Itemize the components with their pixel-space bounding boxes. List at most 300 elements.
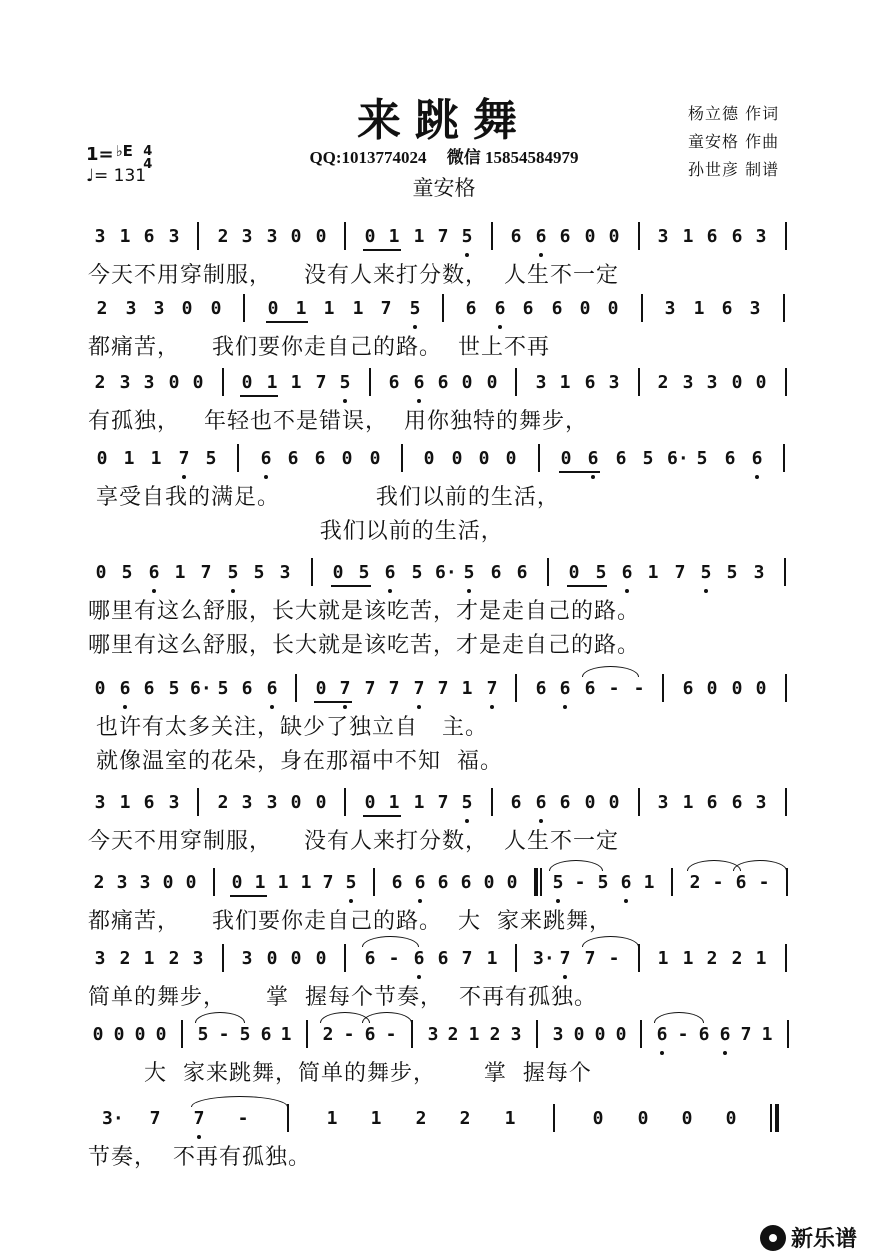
note: 1 [388, 792, 400, 813]
note: 0 [210, 298, 222, 319]
note: 3 [535, 372, 547, 393]
note: 3 [266, 226, 278, 247]
note: 1 [143, 948, 155, 969]
note: 0 [155, 1024, 167, 1045]
note: - [574, 872, 586, 893]
note: 2 [217, 792, 229, 813]
octave-dot [197, 1135, 201, 1139]
note: 5 [552, 872, 564, 893]
note: 1 [682, 792, 694, 813]
lyric-line: 我们以前的生活， [88, 519, 504, 544]
note: 0 [364, 792, 376, 813]
note: 1 [300, 872, 312, 893]
note: 6 [260, 1024, 272, 1045]
note: 0 [315, 792, 327, 813]
note-row [88, 292, 808, 328]
octave-dot [152, 589, 156, 593]
note: 6 [706, 792, 718, 813]
bar-line [197, 788, 199, 816]
note: 7 [437, 678, 449, 699]
note: 6 [437, 948, 449, 969]
note: 7 [584, 948, 596, 969]
note: 2 [93, 872, 105, 893]
note: 1 [280, 1024, 292, 1045]
octave-dot [660, 1051, 664, 1055]
note: 3 [143, 372, 155, 393]
note: 5 [411, 562, 423, 583]
note: 0 [168, 372, 180, 393]
note: 5 [358, 562, 370, 583]
note: 6 [465, 298, 477, 319]
note: 6 [260, 448, 272, 469]
bar-line [306, 1020, 308, 1048]
note: 0 [594, 1024, 606, 1045]
note: 6 [388, 372, 400, 393]
beam [331, 585, 371, 587]
note: 2 [731, 948, 743, 969]
note: 0 [615, 1024, 627, 1045]
octave-dot [231, 589, 235, 593]
note: 7 [200, 562, 212, 583]
note: 2 [96, 298, 108, 319]
note: 0 [706, 678, 718, 699]
note: 0 [290, 226, 302, 247]
bar-line [553, 1104, 555, 1132]
note: 0 [725, 1108, 737, 1129]
note: 6 [584, 372, 596, 393]
bar-line [369, 368, 371, 396]
tie-arc [195, 1012, 245, 1023]
staff-line [88, 292, 808, 362]
note: 7 [437, 792, 449, 813]
note: 1 [413, 792, 425, 813]
note: 0 [608, 226, 620, 247]
note: 6 [391, 872, 403, 893]
note: 1 [119, 226, 131, 247]
note: 6 [287, 448, 299, 469]
note: 6 [535, 226, 547, 247]
note: 0 [451, 448, 463, 469]
note: 6 [413, 372, 425, 393]
note: - [712, 872, 724, 893]
bar-line [515, 674, 517, 702]
note: 3 [94, 226, 106, 247]
note: 1 [119, 792, 131, 813]
note: 0 [506, 872, 518, 893]
note: 7 [559, 948, 571, 969]
bar-line [641, 294, 643, 322]
note: 6· [435, 562, 457, 583]
note: 6 [751, 448, 763, 469]
note: 6 [551, 298, 563, 319]
bar-line [534, 868, 538, 896]
note: 0 [231, 872, 243, 893]
bar-line [401, 444, 403, 472]
note: 6 [364, 948, 376, 969]
note: 1 [266, 372, 278, 393]
note: 6 [413, 948, 425, 969]
bar-line [785, 674, 787, 702]
lyric-line: 就像温室的花朵，身在那福中不知 福。 [88, 749, 503, 774]
bar-line [536, 1020, 538, 1048]
bar-line [442, 294, 444, 322]
lyric-line: 简单的舞步， 掌 握每个节奏， 不再有孤独。 [88, 985, 597, 1010]
note: 6 [510, 226, 522, 247]
note: - [385, 1024, 397, 1045]
bar-line [515, 368, 517, 396]
note: 3 [753, 562, 765, 583]
staff-line [88, 556, 808, 660]
note: 6 [559, 226, 571, 247]
note: 1 [682, 226, 694, 247]
note: 6 [620, 872, 632, 893]
note: 7 [193, 1108, 205, 1129]
note: 6 [735, 872, 747, 893]
note: 3 [153, 298, 165, 319]
octave-dot [182, 475, 186, 479]
lyric-line: 都痛苦， 我们要你走自己的路。 世上不再 [88, 335, 550, 360]
octave-dot [539, 253, 543, 257]
lyric-line: 哪里有这么舒服，长大就是该吃苦，才是走自己的路。 [88, 599, 641, 624]
note: 1 [323, 298, 335, 319]
note: 0 [92, 1024, 104, 1045]
note: 7 [178, 448, 190, 469]
bar-line [295, 674, 297, 702]
octave-dot [624, 899, 628, 903]
note: 0 [290, 948, 302, 969]
note: 1 [761, 1024, 773, 1045]
octave-dot [625, 589, 629, 593]
note-row [88, 1102, 808, 1138]
note: 3 [552, 1024, 564, 1045]
octave-dot [388, 589, 392, 593]
bar-line [538, 444, 540, 472]
bar-line [783, 444, 785, 472]
note: 7 [364, 678, 376, 699]
octave-dot [498, 325, 502, 329]
lyric-line: 有孤独， 年轻也不是错误， 用你独特的舞步， [88, 409, 588, 434]
lyric-line: 都痛苦， 我们要你走自己的路。 大 家来跳舞， [88, 909, 612, 934]
logo-text: 新乐谱 [791, 1227, 858, 1252]
note: 3 [139, 872, 151, 893]
note: 2 [447, 1024, 459, 1045]
note: 1 [559, 372, 571, 393]
note: 0 [192, 372, 204, 393]
note: 2 [657, 372, 669, 393]
lyric-line: 大 家来跳舞，简单的舞步， 掌 握每个 [88, 1061, 592, 1086]
bar-line [222, 368, 224, 396]
key-label: 1= [86, 144, 114, 165]
bar-line [344, 944, 346, 972]
note: 3 [427, 1024, 439, 1045]
note: 3 [755, 226, 767, 247]
note: 7 [437, 226, 449, 247]
bar-line [373, 868, 375, 896]
bar-line [638, 222, 640, 250]
note: 2 [217, 226, 229, 247]
beam [363, 249, 401, 251]
note: 6 [706, 226, 718, 247]
bar-line [785, 788, 787, 816]
note: 3 [94, 792, 106, 813]
note: 6 [535, 678, 547, 699]
note: 6· [667, 448, 689, 469]
tie-arc [582, 666, 639, 677]
note: 3 [168, 792, 180, 813]
bar-line [662, 674, 664, 702]
note: 1 [388, 226, 400, 247]
note: 6 [364, 1024, 376, 1045]
beam [314, 701, 352, 703]
note: 6 [516, 562, 528, 583]
note: 0 [681, 1108, 693, 1129]
song-title: 来跳舞 [357, 95, 531, 146]
note: 2 [119, 948, 131, 969]
note: 5 [726, 562, 738, 583]
note: 1 [295, 298, 307, 319]
note: 0 [731, 372, 743, 393]
note: 3 [266, 792, 278, 813]
note: 1 [290, 372, 302, 393]
note: 7 [388, 678, 400, 699]
lyric-line: 今天不用穿制服， 没有人来打分数， 人生不一定 [88, 829, 619, 854]
note: 1 [486, 948, 498, 969]
octave-dot [563, 705, 567, 709]
staff-line [88, 1102, 808, 1172]
note: 5 [461, 226, 473, 247]
note: 1 [413, 226, 425, 247]
note: - [218, 1024, 230, 1045]
note: 5 [595, 562, 607, 583]
bar-line [547, 558, 549, 586]
note: 1 [504, 1108, 516, 1129]
note: 5 [227, 562, 239, 583]
beam [240, 395, 278, 397]
note: 0 [755, 372, 767, 393]
note: 0 [96, 448, 108, 469]
note: 0 [592, 1108, 604, 1129]
note: - [608, 678, 620, 699]
bar-line [181, 1020, 183, 1048]
note: 5 [253, 562, 265, 583]
note: 3 [657, 226, 669, 247]
note: 6 [314, 448, 326, 469]
bar-line [344, 788, 346, 816]
note: 5 [409, 298, 421, 319]
note: 0 [315, 226, 327, 247]
record-disc-icon [760, 1225, 786, 1251]
note: 0 [332, 562, 344, 583]
note: - [677, 1024, 689, 1045]
note: - [388, 948, 400, 969]
bar-line [671, 868, 673, 896]
octave-dot [465, 253, 469, 257]
bar-line [540, 868, 542, 896]
note: 1 [352, 298, 364, 319]
note: 2 [94, 372, 106, 393]
note-row [88, 672, 808, 708]
note: - [237, 1108, 249, 1129]
note: 3 [116, 872, 128, 893]
note: 2 [459, 1108, 471, 1129]
note: 5 [696, 448, 708, 469]
tie-arc [549, 860, 603, 871]
note: 6 [119, 678, 131, 699]
note: 7 [486, 678, 498, 699]
note: 2 [168, 948, 180, 969]
note-row [88, 1018, 808, 1054]
octave-dot [343, 705, 347, 709]
lyricist-credit: 杨立德 作词 [688, 104, 780, 123]
note: 0 [461, 372, 473, 393]
note: 0 [486, 372, 498, 393]
tie-arc [654, 1012, 704, 1023]
note: 5 [239, 1024, 251, 1045]
note: 6 [143, 226, 155, 247]
bar-line [411, 1020, 413, 1048]
octave-dot [563, 975, 567, 979]
bar-line [770, 1104, 772, 1132]
arranger-credit: 孙世彦 制谱 [688, 160, 780, 179]
note: 0 [568, 562, 580, 583]
meter-top: 4 [143, 144, 153, 159]
note: 7 [322, 872, 334, 893]
octave-dot [418, 899, 422, 903]
note: 6 [656, 1024, 668, 1045]
bar-line [287, 1104, 289, 1132]
note: 6 [559, 678, 571, 699]
bar-line [197, 222, 199, 250]
note: 7 [740, 1024, 752, 1045]
note: 2 [415, 1108, 427, 1129]
note: 5 [463, 562, 475, 583]
note: 0 [290, 792, 302, 813]
octave-dot [723, 1051, 727, 1055]
note: 1 [370, 1108, 382, 1129]
note: 3 [755, 792, 767, 813]
note: 0 [315, 678, 327, 699]
octave-dot [417, 975, 421, 979]
beam [567, 585, 607, 587]
note: 0 [94, 678, 106, 699]
note: 7 [380, 298, 392, 319]
octave-dot [349, 899, 353, 903]
note: 3 [706, 372, 718, 393]
note: 2 [322, 1024, 334, 1045]
note: 0 [267, 298, 279, 319]
note: 5 [700, 562, 712, 583]
note: 6 [143, 678, 155, 699]
note: 5 [205, 448, 217, 469]
note: - [758, 872, 770, 893]
octave-dot [490, 705, 494, 709]
note: 6 [584, 678, 596, 699]
staff-line [88, 942, 808, 1012]
note: 1 [277, 872, 289, 893]
note: 6 [615, 448, 627, 469]
note: 1 [174, 562, 186, 583]
staff-line [88, 366, 808, 436]
note: 1 [643, 872, 655, 893]
staff-line [88, 220, 808, 290]
note: 5 [197, 1024, 209, 1045]
note: 3 [510, 1024, 522, 1045]
note-row [88, 442, 808, 478]
note: 7 [149, 1108, 161, 1129]
note: 6 [266, 678, 278, 699]
note: 6 [437, 872, 449, 893]
note: 3 [168, 226, 180, 247]
bar-line [515, 944, 517, 972]
note: 0 [483, 872, 495, 893]
note: 6 [698, 1024, 710, 1045]
note: 0 [241, 372, 253, 393]
note: 3 [119, 372, 131, 393]
tempo-marking: ♩= 131 [86, 166, 147, 186]
note: 6 [587, 448, 599, 469]
bar-line [785, 944, 787, 972]
beam [230, 895, 267, 897]
octave-dot [591, 475, 595, 479]
note: 6 [535, 792, 547, 813]
note: 6 [721, 298, 733, 319]
note: 7 [315, 372, 327, 393]
note: 1 [150, 448, 162, 469]
note: 3 [664, 298, 676, 319]
note: 0 [608, 792, 620, 813]
octave-dot [467, 589, 471, 593]
note: 5 [461, 792, 473, 813]
note: 2 [706, 948, 718, 969]
note: 5 [339, 372, 351, 393]
beam [363, 815, 401, 817]
octave-dot [755, 475, 759, 479]
note: 5 [597, 872, 609, 893]
staff-line [88, 786, 808, 856]
composer-credit: 童安格 作曲 [688, 132, 780, 151]
note: 1 [461, 678, 473, 699]
key-flat: ♭E [115, 142, 133, 160]
bar-line [311, 558, 313, 586]
note: 7 [461, 948, 473, 969]
note: 6 [148, 562, 160, 583]
bar-line [785, 368, 787, 396]
note: 3· [102, 1108, 124, 1129]
bar-line [344, 222, 346, 250]
bar-line [243, 294, 245, 322]
note: 3 [125, 298, 137, 319]
note: - [633, 678, 645, 699]
note: 6 [731, 226, 743, 247]
octave-dot [123, 705, 127, 709]
note: 0 [134, 1024, 146, 1045]
lyric-line: 今天不用穿制服， 没有人来打分数， 人生不一定 [88, 263, 619, 288]
tie-arc [582, 936, 639, 947]
note: 6 [724, 448, 736, 469]
note: 3 [241, 792, 253, 813]
note-row [88, 366, 808, 402]
note: 6 [143, 792, 155, 813]
tie-arc [733, 860, 787, 871]
note: 6 [414, 872, 426, 893]
note: 0 [607, 298, 619, 319]
note: 3 [749, 298, 761, 319]
bar-line [491, 222, 493, 250]
note: 3· [533, 948, 555, 969]
bar-line [787, 1020, 789, 1048]
beam [559, 471, 600, 473]
note: 2 [489, 1024, 501, 1045]
